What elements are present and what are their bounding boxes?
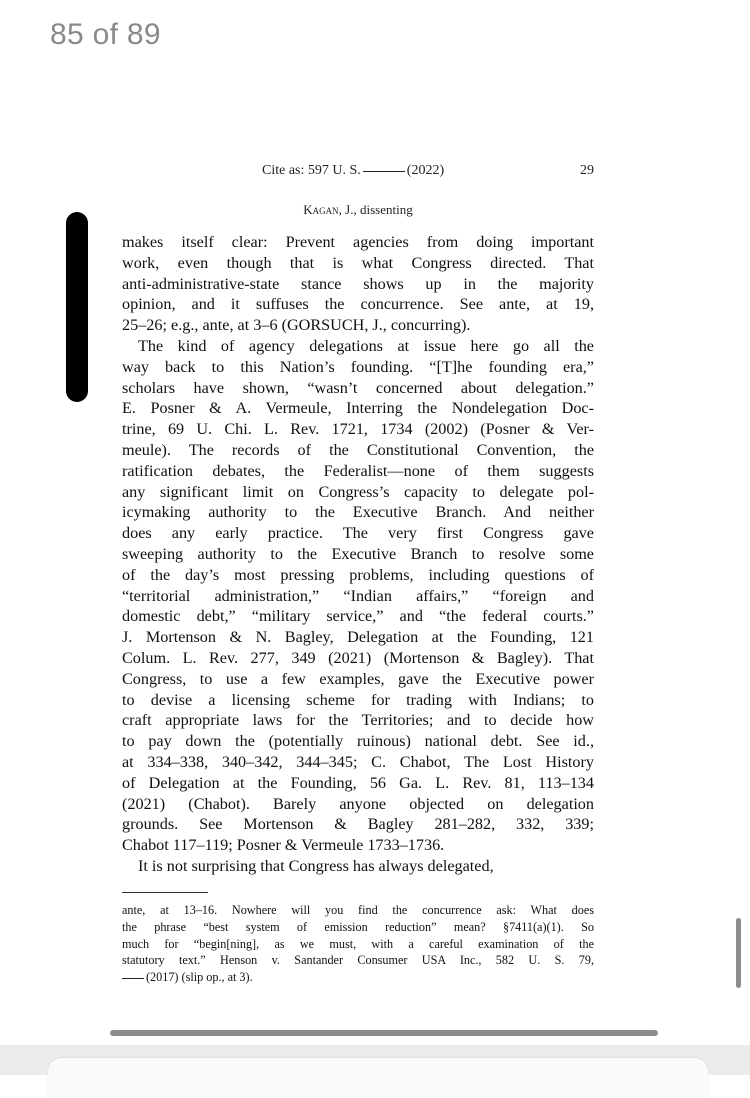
footnote-line: much for “begin[ning], as we must, with a careful examination of the (122, 936, 594, 951)
body-line: J. Mortenson & N. Bagley, Delegation at the Founding, 121 (122, 628, 594, 647)
footnote (122, 902, 594, 986)
citation (262, 163, 444, 179)
body-line: at 334–338, 340–342, 344–345; C. Chabot, The Lost History (122, 752, 594, 771)
body-line: of the day’s most pressing problems, including questions of (122, 565, 594, 584)
body-line: craft appropriate laws for the Territories; and to decide how (122, 711, 594, 730)
footnote-rule (122, 892, 208, 893)
margin-annotation-mark (66, 212, 88, 402)
page-counter: 85 of 89 (50, 18, 161, 51)
body-line: work, even though that is what Congress directed. That (122, 253, 594, 272)
body-line: trine, 69 U. Chi. L. Rev. 1721, 1734 (2002) (Posner & Ver- (122, 420, 594, 439)
citation-blank (363, 171, 405, 172)
body-line: (2021) (Chabot). Barely anyone objected on delegation (122, 794, 594, 813)
body-line: scholars have shown, “wasn’t concerned about delegation.” (122, 378, 594, 397)
body-line: Congress, to use a few examples, gave the Executive power (122, 669, 594, 688)
bottom-sheet-handle[interactable] (48, 1058, 708, 1098)
body-line: to devise a licensing scheme for trading with Indians; to (122, 690, 594, 709)
body-line: Colum. L. Rev. 277, 349 (2021) (Mortenson & Bagley). That (122, 648, 594, 667)
body-line: sweeping authority to the Executive Branch to resolve some (122, 544, 594, 563)
body-line: Chabot 117–119; Posner & Vermeule 1733–1736. (122, 836, 445, 855)
horizontal-scrollbar[interactable] (110, 1030, 658, 1036)
running-head-suffix: , J., dissenting (338, 202, 413, 217)
footnote-line: ante, at 13–16. Nowhere will you find the concurrence ask: What does (122, 903, 594, 917)
vertical-scrollbar[interactable] (736, 918, 741, 988)
body-line: meule). The records of the Constitutional Convention, the (122, 440, 594, 459)
body-line: E. Posner & A. Vermeule, Interring the Nondelegation Doc- (122, 399, 594, 418)
body-line: anti-administrative-state stance shows up in the majority (122, 274, 594, 293)
running-head-author: Kagan (303, 202, 339, 217)
footnote-blank (122, 978, 144, 979)
body-line: makes itself clear: Prevent agencies from doing important (122, 233, 594, 251)
body-line: 25–26; e.g., ante, at 3–6 (GORSUCH, J., concurring). (122, 316, 471, 335)
footnote-line: the phrase “best system of emission reduction” mean? §7411(a)(1). So (122, 919, 594, 934)
body-line: does any early practice. The very first Congress gave (122, 524, 594, 543)
body-line: to pay down the (potentially ruinous) national debt. See id., (122, 732, 594, 751)
page-number: 29 (580, 163, 594, 178)
body-line: opinion, and it suffuses the concurrence. See ante, at 19, (122, 295, 594, 314)
opinion-body (122, 232, 594, 877)
body-line: grounds. See Mortenson & Bagley 281–282, 332, 339; (122, 815, 594, 834)
body-line: icymaking authority to the Executive Branch. And neither (122, 503, 594, 522)
body-line: ratification debates, the Federalist—none of them suggests (122, 461, 594, 480)
body-line: It is not surprising that Congress has always delegated, (138, 856, 494, 875)
body-line: The kind of agency delegations at issue here go all the (138, 336, 594, 355)
citation-year: (2022) (406, 163, 445, 178)
footnote-line-last (122, 969, 594, 986)
citation-reporter: Cite as: 597 U. S. (262, 163, 361, 178)
footnote-line: statutory text.” Henson v. Santander Consumer USA Inc., 582 U. S. 79, (122, 953, 594, 968)
body-line: way back to this Nation’s founding. “[T]he founding era,” (122, 357, 594, 376)
body-line: domestic debt,” “military service,” and “the federal courts.” (122, 607, 594, 626)
running-head (122, 202, 594, 218)
body-line: any significant limit on Congress’s capacity to delegate pol- (122, 482, 594, 501)
body-line: of Delegation at the Founding, 56 Ga. L. Rev. 81, 113–134 (122, 773, 594, 792)
footnote-line-text: (2017) (slip op., at 3). (146, 970, 253, 985)
body-line: “territorial administration,” “Indian affairs,” “foreign and (122, 586, 594, 605)
